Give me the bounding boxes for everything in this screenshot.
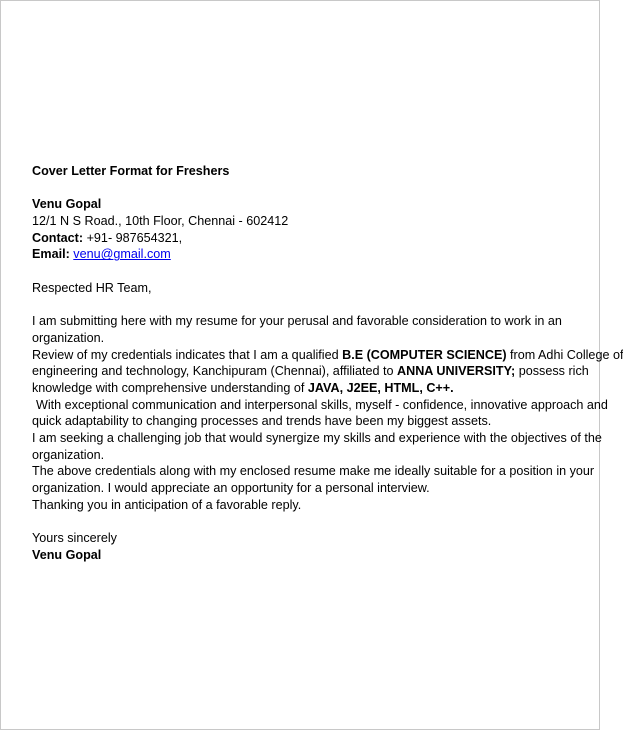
body-line: organization. I would appreciate an opportunity for a personal interview. bbox=[32, 481, 430, 496]
university-text: ANNA UNIVERSITY; bbox=[397, 364, 516, 379]
skills-text: JAVA, J2EE, HTML, C++. bbox=[307, 380, 454, 395]
sender-address bbox=[32, 213, 599, 230]
body-text: engineering and technology, Kanchipuram (Chennai), affiliated to bbox=[32, 364, 397, 379]
body-text: from Adhi College of bbox=[506, 347, 623, 362]
body-line bbox=[32, 380, 599, 397]
body-line: organization. bbox=[32, 447, 105, 462]
body-line: I am submitting here with my resume for your perusal and favorable consideration to work in an bbox=[32, 314, 562, 329]
sender-email bbox=[32, 246, 599, 263]
body-line: organization. bbox=[32, 330, 105, 345]
letter-content bbox=[32, 163, 623, 564]
email-link[interactable]: venu@gmail.com bbox=[73, 247, 171, 262]
contact-value: +91- 987654321, bbox=[83, 230, 183, 245]
email-label: Email: bbox=[32, 247, 70, 262]
signature-name: Venu Gopal bbox=[32, 547, 102, 562]
sender-address-street: 12/1 N S Road., 10th Floor bbox=[32, 214, 182, 229]
sender-name: Venu Gopal bbox=[32, 197, 102, 212]
degree-text: B.E (COMPUTER SCIENCE) bbox=[342, 347, 507, 362]
letter-title: Cover Letter Format for Freshers bbox=[32, 164, 230, 178]
body-line: I am seeking a challenging job that would synergize my skills and experience with the objectives of the bbox=[32, 431, 602, 445]
body-line: Thanking you in anticipation of a favorable reply. bbox=[32, 497, 302, 512]
body-line: The above credentials along with my enclosed resume make me ideally suitable for a position in your bbox=[32, 464, 595, 479]
body-line bbox=[32, 347, 623, 364]
sender-address-city: , Chennai - 602412 bbox=[181, 214, 289, 229]
body-line: With exceptional communication and interpersonal skills, myself - confidence, innovative approach and bbox=[36, 397, 608, 412]
salutation: Respected HR Team, bbox=[32, 280, 152, 295]
sender-contact bbox=[32, 230, 599, 247]
body-line: quick adaptability to changing processes and trends have been my biggest assets. bbox=[32, 414, 492, 429]
body-text: Review of my credentials indicates that I am a qualified bbox=[32, 347, 343, 362]
body-text: knowledge with comprehensive understanding of bbox=[32, 380, 308, 395]
contact-label: Contact: bbox=[32, 230, 84, 245]
closing: Yours sincerely bbox=[32, 531, 117, 546]
body-text: possess rich bbox=[515, 364, 589, 379]
body-line bbox=[32, 363, 599, 380]
